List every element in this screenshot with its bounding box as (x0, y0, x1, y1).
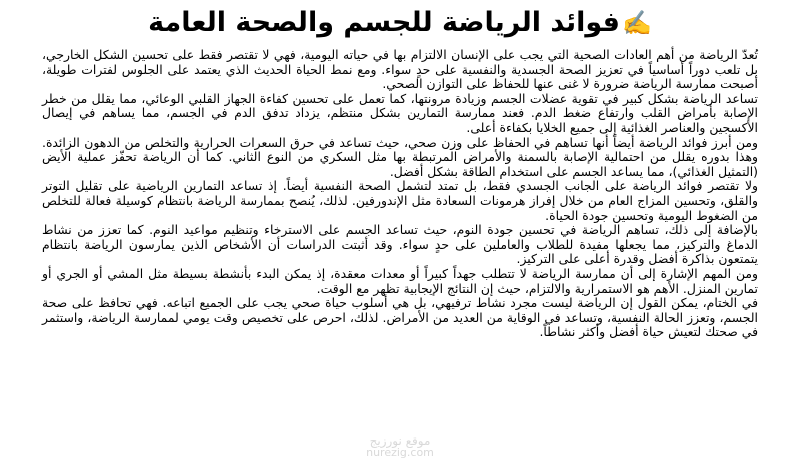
article-paragraph: ومن المهم الإشارة إلى أن ممارسة الرياضة لا تتطلب جهداً كبيراً أو معدات معقدة، إذ يمكن البدء بأنشطة بسيطة مثل المشي أو الجري أو تمارين المنزل. الأهم هو الاستمرارية والالتزام، حيث إن النتائج الإيجابية تظهر مع الوقت. (42, 265, 758, 296)
article-paragraph: ومن أبرز فوائد الرياضة أيضاً أنها تساهم في الحفاظ على وزن صحي، حيث تساعد في حرق السعرات الحرارية والتخلص من الدهون الزائدة. وهذا بدوره يقلل من احتمالية الإصابة بالسمنة والأمراض المرتبطة بها مثل السكري من النوع الثاني. كما أن الرياضة تحفّز عملية الأيض (التمثيل الغذائي)، مما يساعد الجسم على استخدام الطاقة بشكل أفضل. (42, 134, 758, 179)
writing-hand-icon: ✍️ (621, 9, 652, 37)
article-title (42, 4, 758, 42)
watermark-arabic: موقع نورزيج (369, 434, 431, 448)
article-title-text: فوائد الرياضة للجسم والصحة العامة (148, 7, 620, 38)
article-paragraph: في الختام، يمكن القول إن الرياضة ليست مجرد نشاط ترفيهي، بل هي أسلوب حياة صحي يجب على الجميع اتباعه. فهي تحافظ على صحة الجسم، وتعزز الحالة النفسية، وتساعد في الوقاية من العديد من الأمراض. لذلك، احرص على تخصيص وقت يومي لممارسة الرياضة، واستثمر في صحتك لتعيش حياة أفضل وأكثر نشاطاً. (42, 295, 758, 340)
article-paragraph: تُعدّ الرياضة من أهم العادات الصحية التي يجب على الإنسان الالتزام بها في حياته اليومية، فهي لا تقتصر فقط على تحسين الشكل الخارجي، بل تلعب دوراً أساسياً في تعزيز الصحة الجسدية والنفسية على حدٍ سواء. ومع نمط الحياة الحديث الذي يعتمد على الجلوس لفترات طويلة، أصبحت ممارسة الرياضة ضرورة لا غنى عنها للحفاظ على التوازن الصحي. (42, 47, 758, 92)
article-paragraph: تساعد الرياضة بشكل كبير في تقوية عضلات الجسم وزيادة مرونتها، كما تعمل على تحسين كفاءة الجهاز القلبي الوعائي، مما يقلل من خطر الإصابة بأمراض القلب وارتفاع ضغط الدم. فعند ممارسة التمارين بشكل منتظم، يزداد تدفق الدم في الجسم، مما يساهم في إيصال الأكسجين والعناصر الغذائية إلى جميع الخلايا بكفاءة أعلى. (42, 90, 758, 135)
article-paragraph: ولا تقتصر فوائد الرياضة على الجانب الجسدي فقط، بل تمتد لتشمل الصحة النفسية أيضاً. إذ تساعد التمارين الرياضية على تقليل التوتر والقلق، وتحسين المزاج العام من خلال إفراز هرمونات السعادة مثل الإندورفين. لذلك، يُنصح بممارسة الرياضة بانتظام كوسيلة فعالة للتخلص من الضغوط اليومية وتحسين جودة الحياة. (42, 178, 758, 223)
watermark-latin: nurezig.com (366, 446, 434, 459)
article-body (42, 48, 758, 340)
article-paragraph: بالإضافة إلى ذلك، تساهم الرياضة في تحسين جودة النوم، حيث تساعد الجسم على الاسترخاء وتنظيم مواعيد النوم. كما تعزز من نشاط الدماغ والتركيز، مما يجعلها مفيدة للطلاب والعاملين على حدٍ سواء. وقد أثبتت الدراسات أن الأشخاص الذين يمارسون الرياضة بانتظام يتمتعون بذاكرة أفضل وقدرة أعلى على التركيز. (42, 222, 758, 267)
